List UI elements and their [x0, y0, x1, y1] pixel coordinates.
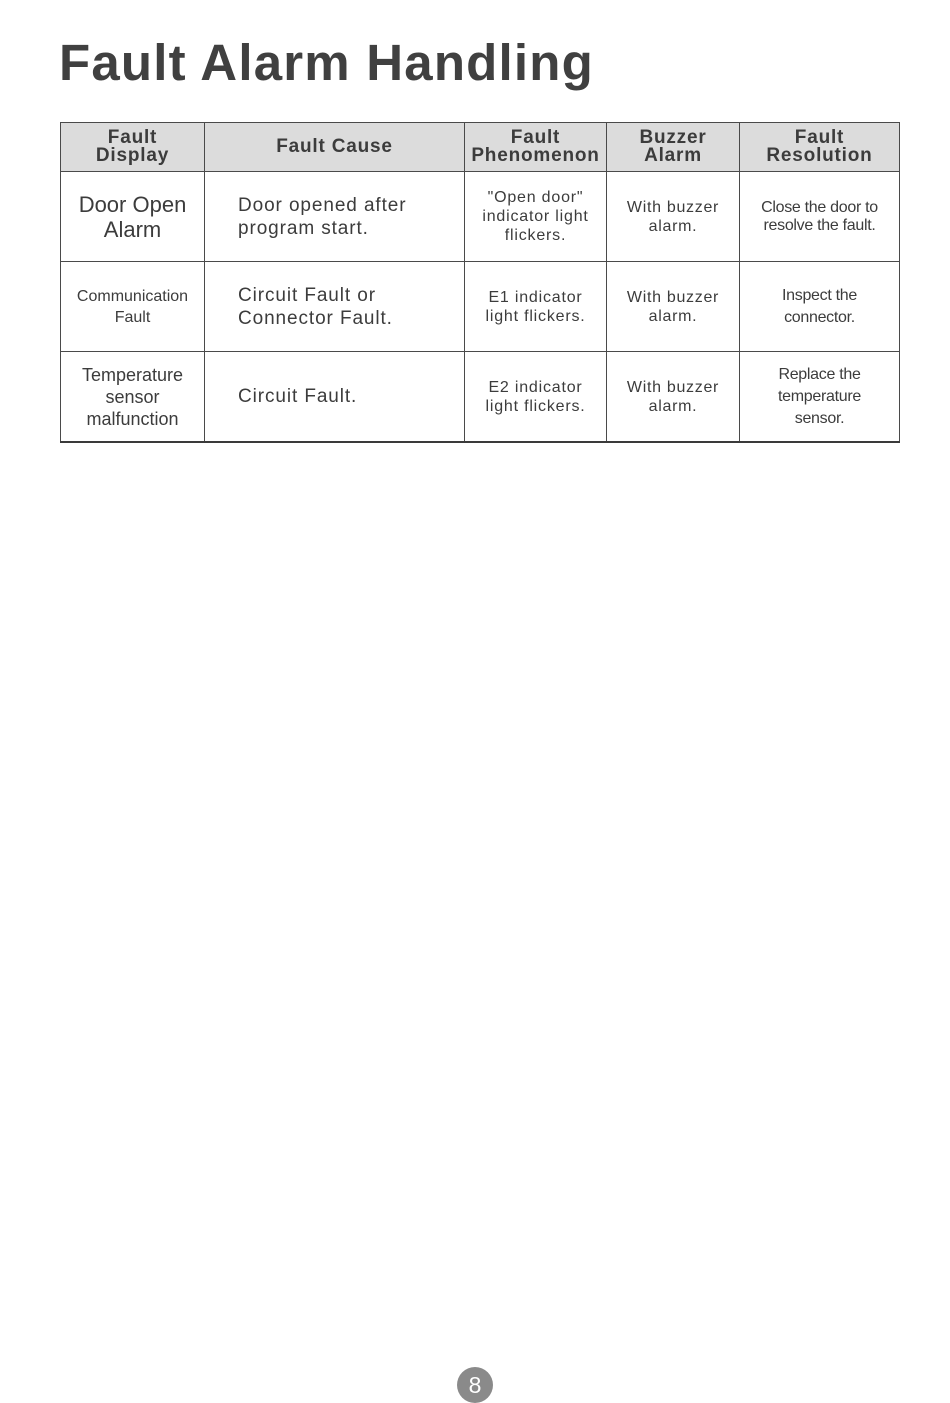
fault-display-cell: Temperature sensor malfunction — [61, 352, 205, 443]
fault-phenomenon-cell: E1 indicator light flickers. — [465, 262, 607, 352]
fault-resolution-cell: Replace the temperature sensor. — [740, 352, 900, 443]
table-row — [61, 352, 900, 443]
fault-phenomenon-cell: E2 indicator light flickers. — [465, 352, 607, 443]
header-fault-resolution: Fault Resolution — [740, 123, 900, 172]
fault-display-cell: Door Open Alarm — [61, 172, 205, 262]
fault-display-cell: Communication Fault — [61, 262, 205, 352]
buzzer-alarm-cell: With buzzer alarm. — [607, 172, 740, 262]
header-buzzer-alarm: Buzzer Alarm — [607, 123, 740, 172]
header-fault-cause: Fault Cause — [205, 123, 465, 172]
buzzer-alarm-cell: With buzzer alarm. — [607, 262, 740, 352]
table-row — [61, 172, 900, 262]
page-number-badge: 8 — [457, 1367, 493, 1403]
fault-resolution-cell: Close the door to resolve the fault. — [740, 172, 900, 262]
table-row — [61, 262, 900, 352]
buzzer-alarm-cell: With buzzer alarm. — [607, 352, 740, 443]
fault-alarm-table — [60, 122, 900, 443]
fault-cause-cell: Door opened after program start. — [205, 172, 465, 262]
fault-cause-cell: Circuit Fault. — [205, 352, 465, 443]
page-title: Fault Alarm Handling — [59, 34, 594, 91]
header-fault-display: Fault Display — [61, 123, 205, 172]
fault-resolution-cell: Inspect the connector. — [740, 262, 900, 352]
fault-cause-cell: Circuit Fault or Connector Fault. — [205, 262, 465, 352]
fault-phenomenon-cell: "Open door" indicator light flickers. — [465, 172, 607, 262]
table-header-row — [61, 123, 900, 172]
header-fault-phenomenon: Fault Phenomenon — [465, 123, 607, 172]
